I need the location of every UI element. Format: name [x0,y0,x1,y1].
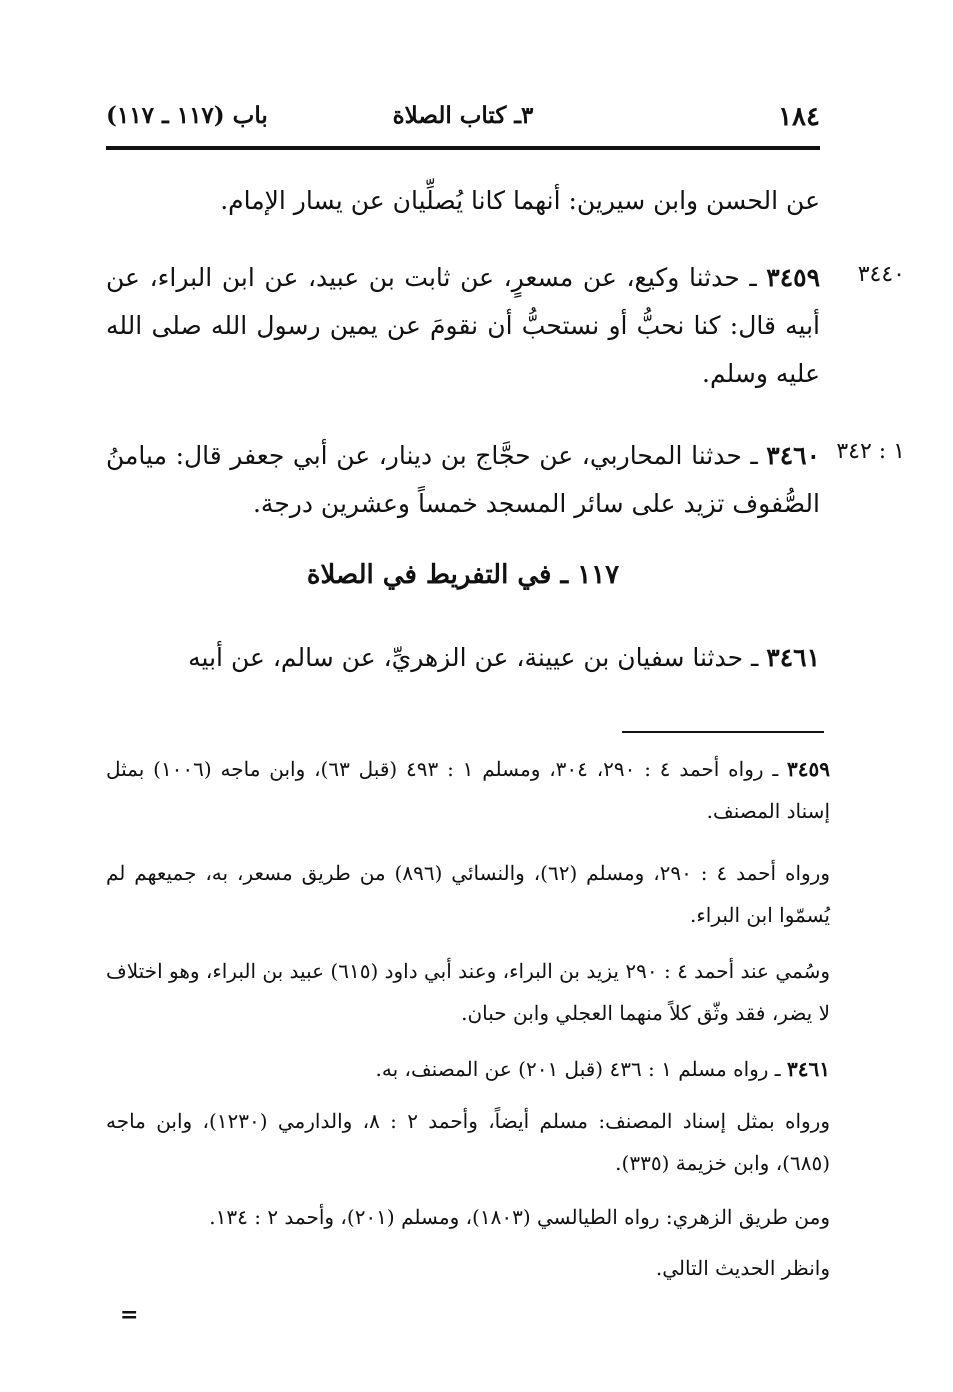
margin-reference: ٣٤٤٠ [857,262,905,287]
footnote-3461 [106,1048,830,1090]
hadith-text: ـ حدثنا المحاربي، عن حجَّاج بن دينار، عن أبي جعفر قال: ميامنُ الصُّفوف تزيد على سائر المسجد خمساً وعشرين درجة. [106,441,820,518]
footnote-text: وسُمي عند أحمد ٤ : ٢٩٠ يزيد بن البراء، وعند أبي داود (٦١٥) عبيد بن البراء، وهو اختلاف لا يضر، فقد وثّق كلاً منهما العجلي وابن حبان. [106,959,831,1025]
footnote-3459 [106,748,830,832]
margin-reference: ١ : ٣٤٢ [836,439,905,464]
hadith-text: ـ حدثنا وكيع، عن مسعرٍ، عن ثابت بن عبيد، عن ابن البراء، عن أبيه قال: كنا نحبُّ أو نستحبُّ أن نقومَ عن يمين رسول الله صلى الله عليه وسلم. [106,263,820,388]
footnote-text: ومن طريق الزهري: رواه الطيالسي (١٨٠٣)، ومسلم (٢٠١)، وأحمد ٢ : ١٣٤. [209,1205,830,1229]
intro-line: عن الحسن وابن سيرين: أنهما كانا يُصلِّيان عن يسار الإمام. [220,186,820,215]
footnote-text: ـ رواه مسلم ١ : ٤٣٦ (قبل ٢٠١) عن المصنف، به. [375,1057,788,1081]
footnote-text: ـ رواه أحمد ٤ : ٢٩٠، ٣٠٤، ومسلم ١ : ٤٩٣ (قبل ٦٣)، وابن ماجه (١٠٠٦) بمثل إسناد المصنف. [106,757,830,823]
running-header [106,96,820,150]
hadith-number: ٣٤٦٠ [766,441,820,470]
hadith-number: ٣٤٥٩ [766,263,820,292]
section-heading: ١١٧ ـ في التفريط في الصلاة [306,560,620,590]
footnote-number: ٣٤٦١ [787,1057,830,1081]
footnote-text: وانظر الحديث التالي. [655,1256,830,1280]
hadith-number: ٣٤٦١ [766,643,820,672]
hadith-3460 [106,432,820,528]
book-title: ٣ـ كتاب الصلاة [392,102,534,129]
continuation-mark: = [120,1302,139,1328]
chapter-range: باب (١١٧ ـ ١١٧) [106,102,268,129]
footnote-rule [622,731,824,733]
footnote-number: ٣٤٥٩ [787,757,831,781]
hadith-3459 [106,254,820,398]
footnote-text: ورواه أحمد ٤ : ٢٩٠، ومسلم (٦٢)، والنسائي (٨٩٦) من طريق مسعر، به، جميعهم لم يُسمّوا ابن البراء. [106,861,830,927]
hadith-text: ـ حدثنا سفيان بن عيينة، عن الزهريِّ، عن سالم، عن أبيه [188,643,767,672]
footnote-text: ورواه بمثل إسناد المصنف: مسلم أيضاً، وأحمد ٢ : ٨، والدارمي (١٢٣٠)، وابن ماجه (٦٨٥)، وابن خزيمة (٣٣٥). [106,1109,830,1175]
page-number: ١٨٤ [778,102,820,132]
hadith-3461 [106,634,820,682]
header-rule [106,146,820,150]
